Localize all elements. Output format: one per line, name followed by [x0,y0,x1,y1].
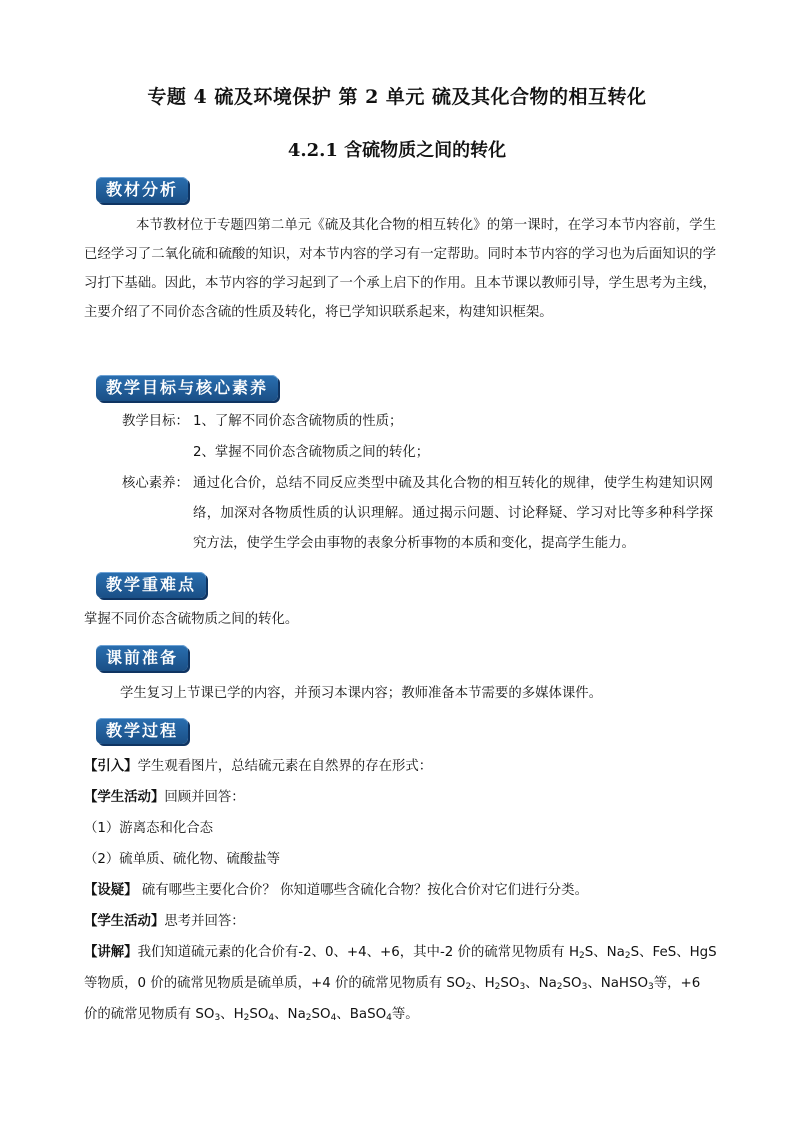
question-text: 硫有哪些主要化合价？ 你知道哪些含硫化合物？按化合价对它们进行分类。 [137,883,588,898]
intro-line [84,757,432,777]
formula-nahso3: NaHSO$_3$ [600,976,654,992]
activity-label-1: 【学生活动】 [84,790,165,805]
formula-so3: $SO_3$ [195,1007,221,1023]
answer-1: （1）游离态和化合态 [84,821,214,836]
answer-2: （2）硫单质、硫化物、硫酸盐等 [84,852,280,867]
separator: 、 [220,1007,234,1022]
difficulty-text: 掌握不同价态含硫物质之间的转化。 [84,612,299,627]
formula-h2s: $H_2S$ [568,945,594,961]
explain-text-3: 价的硫常见物质有 [84,1007,196,1022]
activity-line-2 [84,912,245,932]
goal-item-1: 1、了解不同价态含硫物质的性质； [193,414,403,429]
prep-text: 学生复习上节课已学的内容，并预习本课内容；教师准备本节需要的多媒体课件。 [120,686,603,701]
lesson-title: 4.2.1 含硫物质之间的转化 [287,140,507,161]
formula-h2so3: $H_2SO_3$ [484,976,526,992]
section-badge-analysis: 教材分析 [96,177,188,203]
separator: 、 [676,945,690,960]
section-badge-difficulty: 教学重难点 [96,572,206,598]
activity-text-1: 回顾并回答： [164,790,245,805]
section-badge-goals: 教学目标与核心素养 [96,375,278,401]
explain-label: 【讲解】 [84,945,138,960]
goals-label: 教学目标： [122,414,189,429]
core-paragraph: 通过化合价，总结不同反应类型中硫及其化合物的相互转化的规律，使学生构建知识网络，加深对各物质性质的认识理解。通过揭示问题、讨论释疑、学习对比等多种科学探究方法，使学生学会由事物的表象分析事物的本质和变化，提高学生能力。 [193,476,713,551]
separator: 、 [274,1007,288,1022]
explain-line-1 [84,943,717,963]
formula-h2so4: $H_2SO_4$ [233,1007,275,1023]
activity-line-1 [84,788,245,808]
separator: 、 [587,976,601,991]
analysis-paragraph: 本节教材位于专题四第二单元《硫及其化合物的相互转化》的第一课时，在学习本节内容前，学生已经学习了二氧化硫和硫酸的知识，对本节内容的学习有一定帮助。同时本节内容的学习也为后面知识的学习打下基础。因此，本节内容的学习起到了一个承上启下的作用。且本节课以教师引导，学生思考为主线，主要介绍了不同价态含硫的性质及转化，将已学知识联系起来，构建知识框架。 [84,218,716,320]
separator: 、 [525,976,539,991]
question-line [84,881,588,901]
section-badge-process: 教学过程 [96,718,188,744]
core-label: 核心素养： [122,476,189,491]
formula-so2: $SO_2$ [446,976,472,992]
formula-na2s: $Na_2S$ [606,945,640,961]
section-badge-prep: 课前准备 [96,645,188,671]
separator: 、 [639,945,653,960]
separator: 、 [336,1007,350,1022]
formula-fes: FeS [652,945,677,960]
formula-baso4: BaSO$_4$ [349,1007,392,1023]
formula-na2so4: $Na_2SO_4$ [287,1007,337,1023]
explain-line-2 [84,974,700,994]
explain-text-1: 我们知道硫元素的化合价有-2、0、+4、+6，其中-2 价的硫常见物质有 [137,945,569,960]
explain-end: 等。 [391,1007,419,1022]
explain-line-3 [84,1005,419,1025]
document-title: 专题 4 硫及环境保护 第 2 单元 硫及其化合物的相互转化 [147,86,647,108]
formula-hgs: HgS [689,945,717,960]
activity-label-2: 【学生活动】 [84,914,165,929]
goal-item-2: 2、掌握不同价态含硫物质之间的转化； [193,445,430,460]
intro-label: 【引入】 [84,759,138,774]
separator: 、 [593,945,607,960]
intro-text: 学生观看图片，总结硫元素在自然界的存在形式： [137,759,433,774]
formula-na2so3: $Na_2SO_3$ [538,976,588,992]
activity-text-2: 思考并回答： [164,914,245,929]
explain-plus6: 等，+6 [653,976,701,991]
explain-text-2: 等物质，0 价的硫常见物质是硫单质，+4 价的硫常见物质有 [84,976,447,991]
question-label: 【设疑】 [84,883,138,898]
separator: 、 [471,976,485,991]
